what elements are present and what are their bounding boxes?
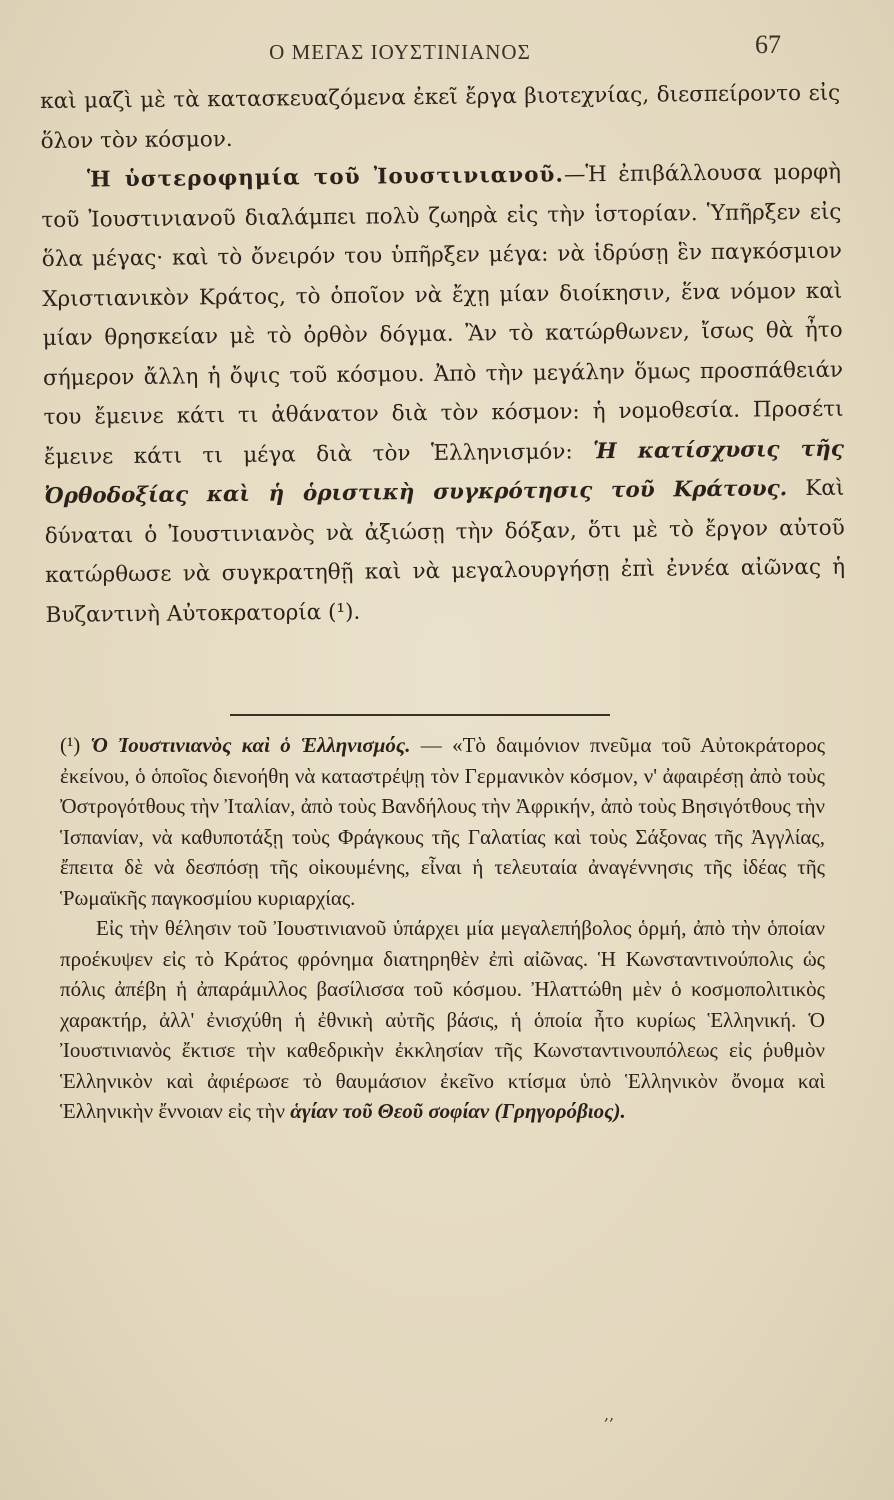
paragraph-text: Ἡ ἐπιβάλλουσα μορφὴ τοῦ Ἰουστινιανοῦ διαλάμπει πολὺ ζωηρὰ εἰς τὴν ἱστορίαν. Ὑπῆρξεν εἰς ὅλα μέγας· καὶ τὸ ὄνειρόν του ὑπῆρξεν μέγα: νὰ ἱδρύσῃ ἓν παγκόσμιον Χριστιανικὸν Κράτος, τὸ ὁποῖον νὰ ἔχῃ μίαν διοίκησιν, ἕνα νόμον καὶ μίαν θρησκείαν μὲ τὸ ὀρθὸν δόγμα. Ἂν τὸ κατώρθωνεν, ἴσως θὰ ἦτο σήμερον ἄλλη ἡ ὄψις τοῦ κόσμου. Ἀπὸ τὴν μεγάλην ὅμως προσπάθειάν του ἔμεινε κάτι τι ἀθάνατον διὰ τὸν κόσμον: ἡ νομοθεσία. Προσέτι ἔμεινε κάτι τι μέγα διὰ τὸν Ἑλληνισμόν: — [41, 159, 844, 470]
footnote-divider — [230, 714, 610, 716]
footnote — [60, 730, 825, 1127]
paragraph-legacy — [41, 153, 846, 635]
running-head: Ο ΜΕΓΑΣ ΙΟΥΣΤΙΝΙΑΝΟΣ — [269, 40, 531, 64]
footnote-text-2: Εἰς τὴν θέλησιν τοῦ Ἰουστινιανοῦ ὑπάρχει μία μεγαλεπήβολος ὁρμή, ἀπὸ τὴν ὁποίαν προέκυψεν εἰς τὸ Κράτος φρόνημα διατηρηθὲν ἐπὶ αἰῶνας. Ἡ Κωνσταντινούπολις ὡς πόλις ἀπέβη ἡ ἀπαράμιλλος βασίλισσα τοῦ κόσμου. Ἠλαττώθη μὲν ὁ κοσμοπολιτικὸς χαρακτήρ, ἀλλ' ἐνισχύθη ἡ ἐθνικὴ αὐτῆς βάσις, ἡ ὁποία ἦτο κυρίως Ἑλληνική. Ὁ Ἰουστινιανὸς ἔκτισε τὴν καθεδρικὴν ἐκκλησίαν τῆς Κωνσταντινουπόλεως εἰς ῥυθμὸν Ἑλληνικὸν καὶ ἀφιέρωσε τὸ θαυμάσιον ἐκεῖνο κτίσμα ὑπὸ Ἑλληνικὸν ὄνομα καὶ Ἑλληνικὴν ἔννοιαν εἰς τὴν — [60, 916, 825, 1123]
section-dash: — — [563, 162, 586, 188]
footnote-title: Ὁ Ἰουστινιανὸς καὶ ὁ Ἑλληνισμός. — [90, 733, 411, 757]
paragraph-continuation: καὶ μαζὶ μὲ τὰ κατασκευαζόμενα ἐκεῖ ἔργα βιοτεχνίας, διεσπείροντο εἰς ὅλον τὸν κόσμον. — [40, 80, 841, 154]
page-number: 67 — [755, 30, 781, 59]
footnote-paragraph-2 — [60, 913, 825, 1127]
footnote-marker: (¹) — [60, 733, 81, 757]
footnote-text: — «Τὸ δαιμόνιον πνεῦμα τοῦ Αὐτοκράτορος ἐκείνου, ὁ ὁποῖος διενοήθη νὰ καταστρέψῃ τὸν Γερμανικὸν κόσμον, ν' ἀφαιρέσῃ ἀπὸ τοὺς Ὀστρογότθους τὴν Ἰταλίαν, ἀπὸ τοὺς Βανδήλους τὴν Ἀφρικήν, ἀπὸ τοὺς Βησιγότθους τὴν Ἱσπανίαν, νὰ καθυποτάξῃ τοὺς Φράγκους τῆς Γαλατίας καὶ τοὺς Σάξονας τῆς Ἀγγλίας, ἔπειτα δὲ νὰ δεσπόσῃ τῆς οἰκουμένης, εἶναι ἡ τελευταία ἀναγέννησις τῆς ἰδέας τῆς Ῥωμαϊκῆς παγκοσμίου κυριαρχίας. — [60, 733, 826, 910]
section-heading: Ἡ ὑστεροφημία τοῦ Ἰουστινιανοῦ. — [86, 162, 565, 193]
main-text — [40, 74, 846, 635]
footnote-emphasis: ἁγίαν τοῦ Θεοῦ σοφίαν (Γρηγορόβιος). — [290, 1099, 626, 1123]
paragraph-text-end: Καὶ δύναται ὁ Ἰουστινιανὸς νὰ ἀξιώσῃ τὴν δόξαν, ὅτι μὲ τὸ ἔργον αὐτοῦ κατώρθωσε νὰ συγκρατηθῇ καὶ νὰ μεγαλουργήσῃ ἐπὶ ἐννέα αἰῶνας ἡ Βυζαντινὴ Αὐτοκρατορία (¹). — [44, 475, 846, 628]
footnote-paragraph — [60, 730, 825, 913]
stray-mark: ,, — [604, 1405, 615, 1424]
emphasis-orthodoxy: Ἡ κατίσχυσις τῆς Ὀρθοδοξίας καὶ ἡ ὁριστικὴ συγκρότησις τοῦ Κράτους. — [44, 436, 845, 509]
